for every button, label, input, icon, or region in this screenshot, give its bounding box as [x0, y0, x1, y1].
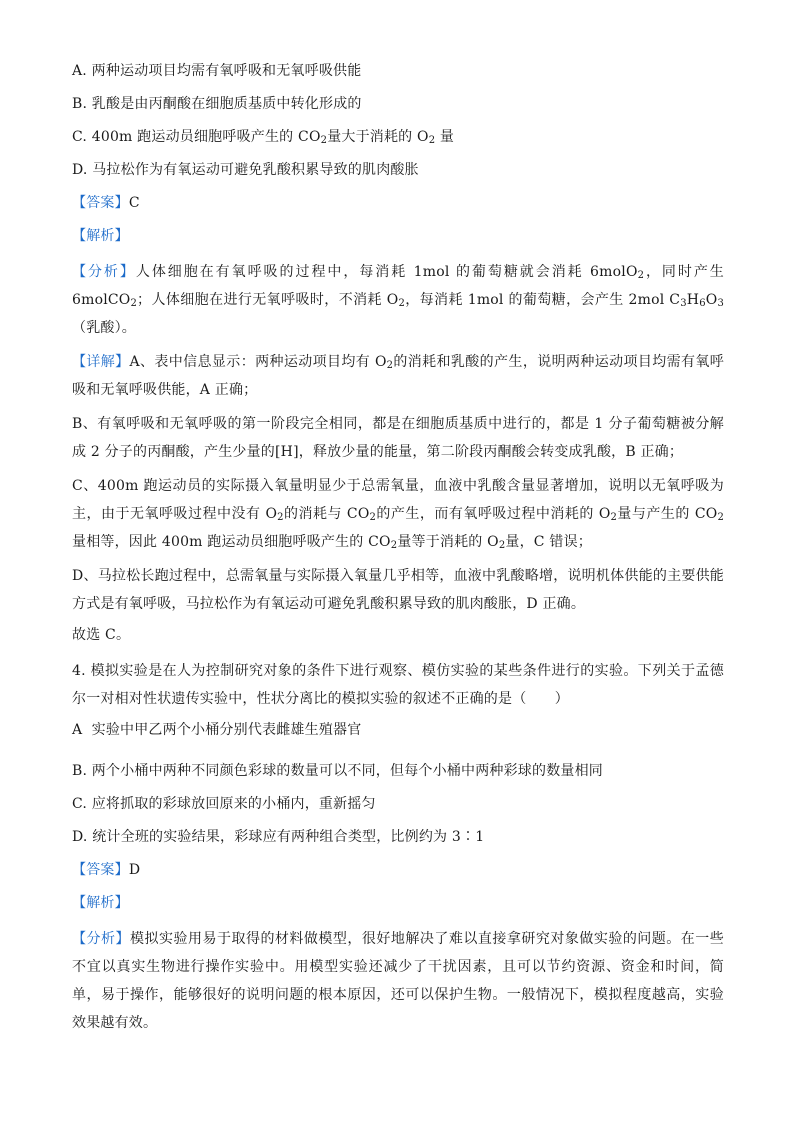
q4-analysis-heading — [72, 892, 724, 914]
q4-fenxi: 【分析】模拟实验用易于取得的材料做模型，很好地解决了难以直接拿研究对象做实验的问题。在一些不宜以真实生物进行操作实验中。用模型实验还减少了干扰因素，且可以节约资源、资金和时间，简单，易于操作，能够很好的说明问题的根本原因，还可以保护生物。一般情况下，模拟程度越高，实验效果越有效。 — [72, 931, 724, 1031]
q4-answer: 【答案】D — [72, 862, 141, 878]
fenxi-tag: 【分析】 — [72, 264, 136, 280]
q4-option-b: B. 两个小桶中两种不同颜色彩球的数量可以不同，但每个小桶中两种彩球的数量相同 — [72, 763, 603, 779]
q3-option-c: C. 400m 跑运动员细胞呼吸产生的 $CO_2$量大于消耗的 $O_2$ 量 — [72, 129, 455, 146]
q4-stem: 4. 模拟实验是在人为控制研究对象的条件下进行观察、模仿实验的某些条件进行的实验。下列关于孟德尔一对相对性状遗传实验中，性状分离比的模拟实验的叙述不正确的是（ ） — [72, 663, 724, 707]
answer-tag: 【答案】 — [72, 195, 129, 211]
q3-answer: 【答案】C — [72, 195, 140, 211]
q3-detail-b: B、有氧呼吸和无氧呼吸的第一阶段完全相同，都是在细胞质基质中进行的，都是 1 分子葡萄糖被分解成 2 分子的丙酮酸，产生少量的[H]，释放少量的能量，第二阶段丙酮酸会转变成乳酸，B 正确； — [72, 416, 724, 460]
q4-option-a: A 实验中甲乙两个小桶分别代表雌雄生殖器官 — [72, 722, 362, 738]
xiangjie-tag: 【详解】 — [72, 354, 130, 370]
q3-conclusion: 故选 C。 — [72, 627, 131, 643]
q3-detail-a: 【详解】A、表中信息显示：两种运动项目均有 $O_2$的消耗和乳酸的产生，说明两种运动项目均需有氧呼吸和无氧呼吸供能，A 正确； — [72, 354, 724, 398]
q3-option-a: A. 两种运动项目均需有氧呼吸和无氧呼吸供能 — [72, 63, 362, 79]
q4-option-d: D. 统计全班的实验结果，彩球应有两种组合类型，比例约为 3∶1 — [72, 829, 485, 845]
q3-option-b: B. 乳酸是由丙酮酸在细胞质基质中转化形成的 — [72, 96, 362, 112]
answer-tag: 【答案】 — [72, 862, 129, 878]
q4-option-c: C. 应将抓取的彩球放回原来的小桶内，重新摇匀 — [72, 796, 376, 812]
q3-analysis-heading — [72, 225, 724, 247]
q3-detail-c: C、400m 跑运动员的实际摄入氧量明显少于总需氧量，血液中乳酸含量显著增加，说明以无氧呼吸为主，由于无氧呼吸过程中没有 $O_2$的消耗与 $CO_2$的产生，而有氧呼吸过程中消耗的 $O_2$量与产生的 $CO_2$量相等，因此 400m 跑运动员细胞呼吸产生的 $CO_2$量等于消耗的 $O_2$量，C 错误； — [72, 478, 724, 551]
analysis-tag: 【解析】 — [72, 895, 129, 911]
analysis-tag: 【解析】 — [72, 228, 129, 244]
q3-fenxi: 【分析】人体细胞在有氧呼吸的过程中，每消耗 1mol 的葡萄糖就会消耗 6molO$_2$，同时产生 6molCO$_2$；人体细胞在进行无氧呼吸时，不消耗 $O_2$，每消耗 1mol 的葡萄糖，会产生 2mol $C_3H_6O_3$（乳酸）。 — [72, 264, 725, 336]
fenxi-tag: 【分析】 — [72, 931, 130, 947]
q3-option-d: D. 马拉松作为有氧运动可避免乳酸积累导致的肌肉酸胀 — [72, 162, 419, 178]
q3-detail-d: D、马拉松长跑过程中，总需氧量与实际摄入氧量几乎相等，血液中乳酸略增，说明机体供能的主要供能方式是有氧呼吸，马拉松作为有氧运动可避免乳酸积累导致的肌肉酸胀，D 正确。 — [72, 568, 724, 612]
